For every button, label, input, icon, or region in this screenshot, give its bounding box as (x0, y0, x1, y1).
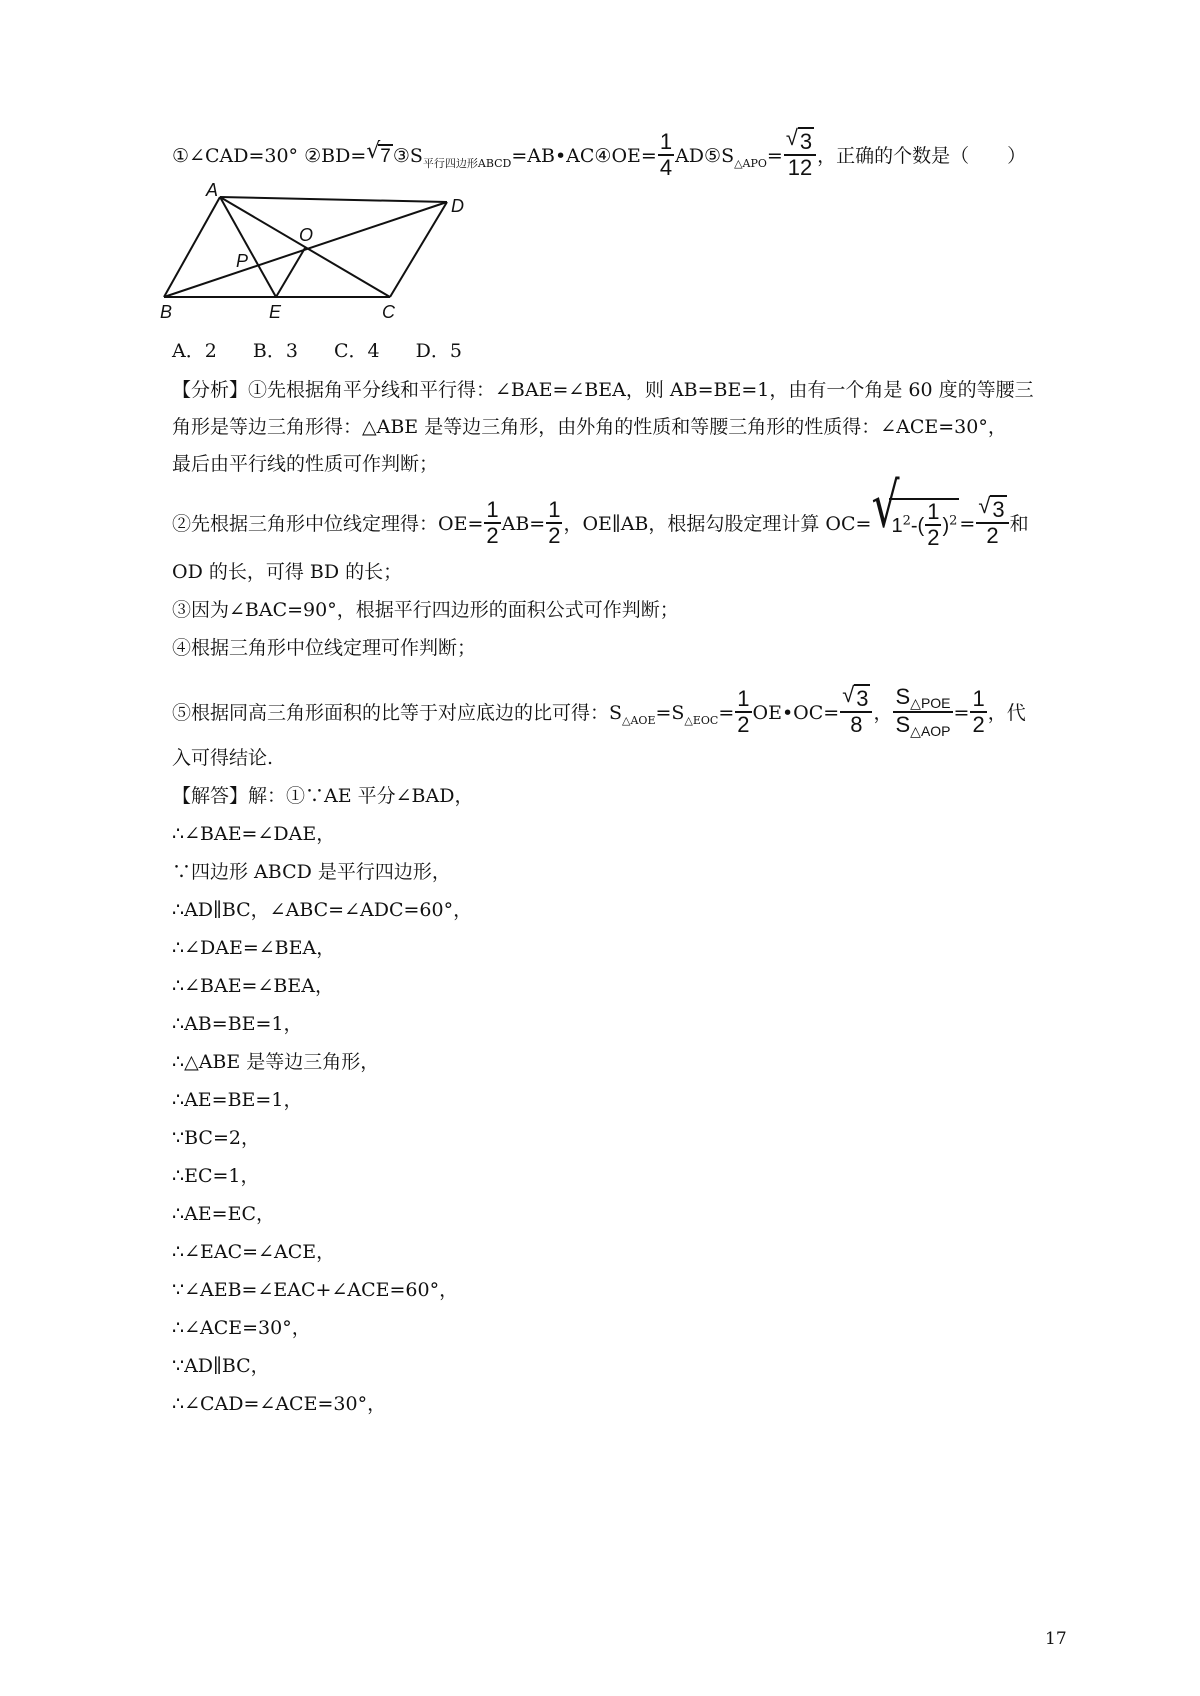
analysis-l8-text-g: ，代 (987, 702, 1026, 724)
analysis-l8-text-e: ， (873, 702, 893, 724)
analysis-l8-sub1: △AOE (622, 714, 656, 727)
frac-1-4: $\frac{1}{4}$ (659, 129, 673, 180)
solution-line: ∵BC=2， (172, 1127, 260, 1149)
frac-half-4: $\frac{1}{2}$ (972, 686, 985, 737)
label-o: O (299, 225, 314, 245)
page-number: 17 (1045, 1629, 1067, 1649)
label-c: C (382, 302, 395, 322)
analysis-line-3: 最后由平行线的性质可作判断； (172, 453, 439, 475)
sqrt-pythagoras: √ $1^2-$( $\frac{1}{2}$ )$^2$ (871, 498, 959, 552)
analysis-l8-text-d: OE•OC= (752, 702, 840, 724)
solution-line: ∴∠BAE=∠DAE， (172, 823, 336, 845)
analysis-line-5: OD 的长，可得 BD 的长； (172, 561, 403, 583)
q-part5b: = (766, 145, 783, 167)
analysis-line-2: 角形是等边三角形得：△ABE 是等边三角形，由外角的性质和等腰三角形的性质得：∠ACE=30°， (172, 416, 1007, 438)
analysis-l4-text-c: ，OE∥AB，根据勾股定理计算 OC= (563, 513, 872, 535)
solution-line: ∴△ABE 是等边三角形， (172, 1051, 380, 1073)
segment-ac (220, 197, 390, 297)
analysis-l4-text-e: 和 (1009, 513, 1029, 535)
analysis-line-7: ④根据三角形中位线定理可作判断； (172, 637, 477, 659)
solution-line: ∴∠BAE=∠BEA， (172, 975, 334, 997)
frac-area-ratio: $\frac{\text{S△POE}}{\text{S△AOP}}$ (895, 684, 951, 739)
solution-line: ∵AD∥BC， (172, 1355, 270, 1377)
q-part4b: AD⑤S (675, 145, 735, 167)
analysis-line-9: 入可得结论. (172, 747, 274, 769)
solution-line: ∵∠AEB=∠EAC+∠ACE=60°， (172, 1279, 459, 1301)
segment-ad (220, 197, 447, 202)
frac-half-1: $\frac{1}{2}$ (486, 497, 499, 548)
option-a: A．2 (172, 340, 217, 362)
solution-line: ∴AE=EC， (172, 1203, 276, 1225)
label-e: E (269, 302, 282, 322)
analysis-line-8 (172, 684, 1026, 741)
solution-line: ∴∠ACE=30°， (172, 1317, 311, 1339)
parallelogram-figure (160, 180, 500, 340)
label-b: B (160, 302, 173, 322)
options-line (172, 339, 462, 363)
analysis-l8-text-b: =S (655, 702, 685, 724)
segment-bd (164, 202, 447, 297)
analysis-line-6: ③因为∠BAC=90°，根据平行四边形的面积公式可作判断； (172, 599, 679, 621)
frac-half-3: $\frac{1}{2}$ (737, 686, 750, 737)
frac-sqrt3-8: √ $\frac{3}{8}$ (840, 687, 872, 737)
analysis-l4-text-b: AB= (501, 513, 546, 535)
frac-half-2: $\frac{1}{2}$ (548, 497, 561, 548)
segment-cd (390, 202, 447, 297)
analysis-l8-text-c: = (718, 702, 735, 724)
q-part2: ②BD= (304, 145, 367, 167)
solution-line: 【解答】解：①∵AE 平分∠BAD， (172, 785, 474, 807)
analysis-l8-sub2: △EOC (684, 714, 719, 727)
option-b: B．3 (252, 340, 298, 362)
solution-line: ∴AB=BE=1， (172, 1013, 303, 1035)
analysis-l8-text-a: ⑤根据同高三角形面积的比等于对应底边的比可得：S (172, 702, 623, 724)
q-part3: ③S (392, 145, 423, 167)
q-part6: ，正确的个数是（ ） (817, 145, 1027, 167)
solution-line: ∴AD∥BC，∠ABC=∠ADC=60°， (172, 899, 473, 921)
option-d: D．5 (415, 340, 462, 362)
q-part1: ①∠CAD=30° (172, 145, 299, 167)
analysis-line-1: 【分析】①先根据角平分线和平行得：∠BAE=∠BEA，则 AB=BE=1，由有一个角是 60 度的等腰三 (172, 379, 1034, 401)
solution-line: ∴∠DAE=∠BEA， (172, 937, 336, 959)
solution-line: ∴EC=1， (172, 1165, 260, 1187)
q-part3b: =AB•AC④OE= (511, 145, 657, 167)
segment-ae (220, 197, 276, 297)
sqrt-7: √ 7 (366, 144, 393, 169)
solution-line: ∵四边形 ABCD 是平行四边形， (172, 861, 451, 883)
label-d: D (451, 196, 464, 216)
analysis-l4-text-d: = (959, 513, 976, 535)
label-a: A (206, 180, 219, 200)
analysis-line-4 (172, 498, 1029, 552)
option-c: C．4 (333, 340, 380, 362)
solution-line: ∴∠CAD=∠ACE=30°， (172, 1393, 387, 1415)
q-part3-sub: 平行四边形ABCD (422, 157, 512, 170)
frac-sqrt3-12: √ $\frac{3}{12}$ (784, 130, 816, 180)
question-line (172, 129, 1027, 182)
label-p: P (236, 251, 249, 271)
q-part5-sub: △APO (734, 157, 767, 170)
frac-sqrt3-2: √ $\frac{3}{2}$ (976, 498, 1008, 548)
analysis-l8-text-f: = (953, 702, 970, 724)
analysis-l4-text-a: ②先根据三角形中位线定理得：OE= (172, 513, 484, 535)
solution-line: ∴∠EAC=∠ACE， (172, 1241, 336, 1263)
solution-line: ∴AE=BE=1， (172, 1089, 303, 1111)
